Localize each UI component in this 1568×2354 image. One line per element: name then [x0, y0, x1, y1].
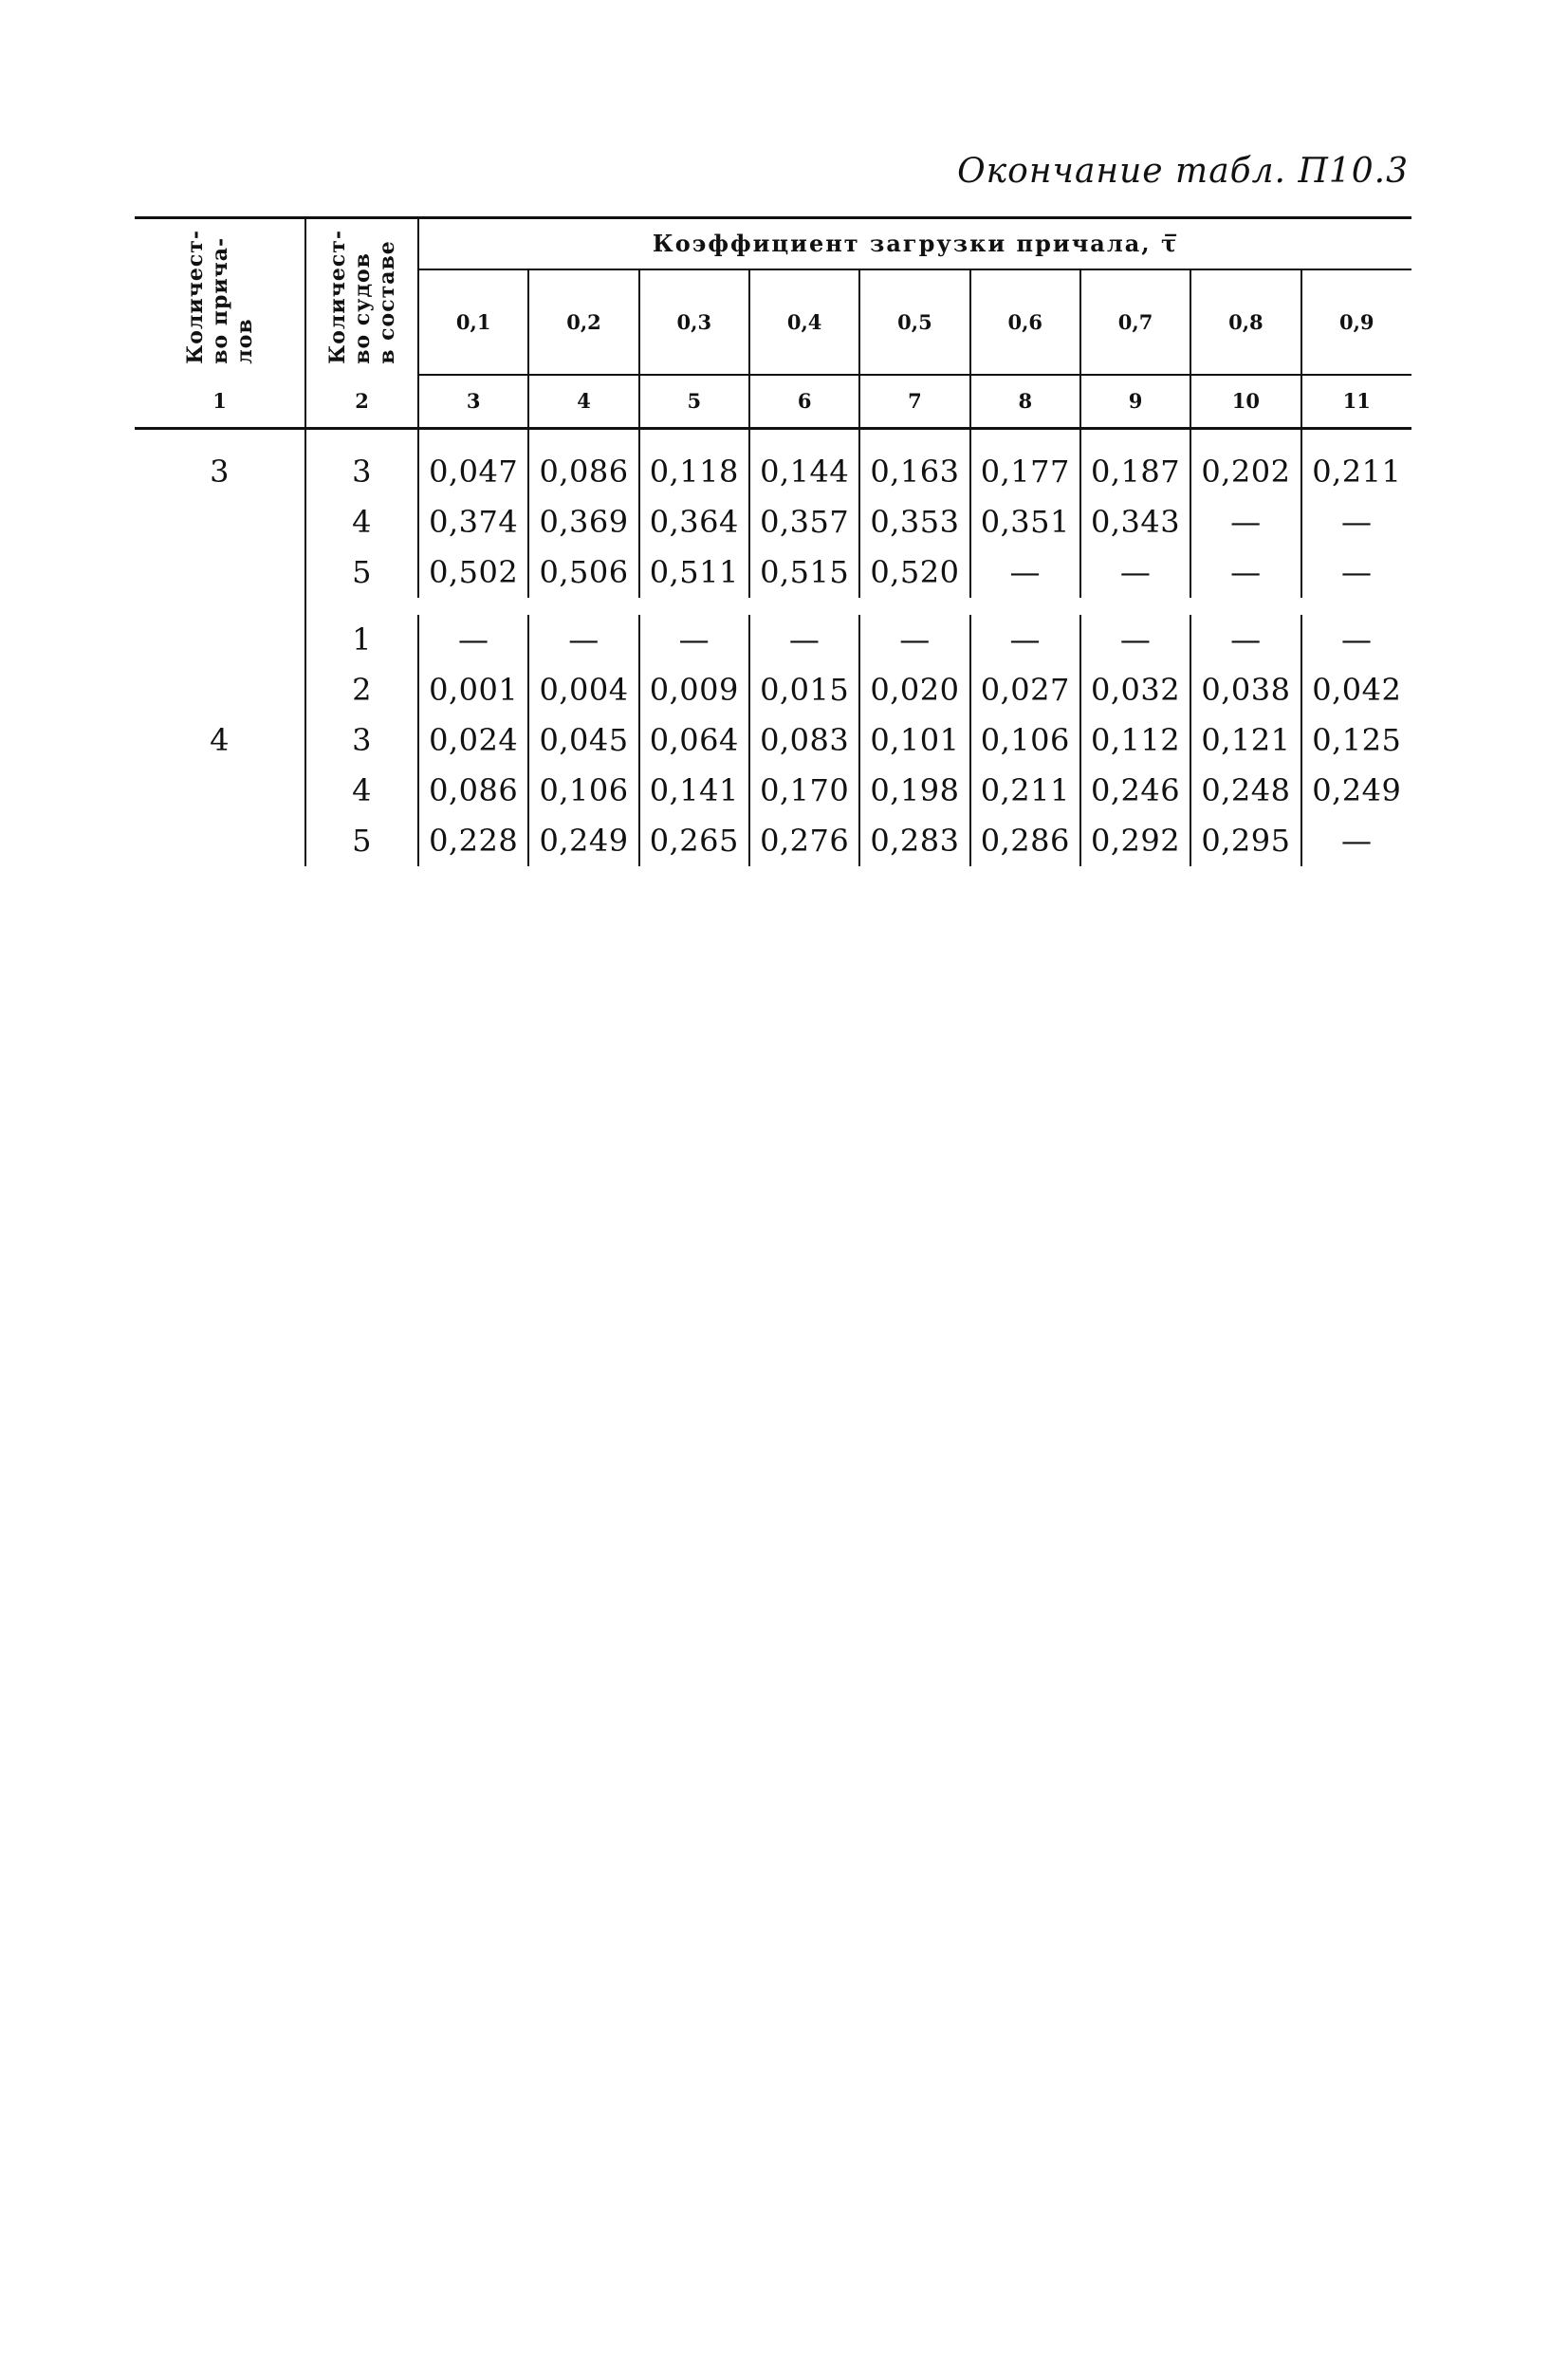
spacer-cell	[639, 598, 749, 615]
column-number: 6	[749, 375, 859, 428]
column-number: 9	[1080, 375, 1190, 428]
table-row	[135, 428, 1411, 497]
value-cell: 0,121	[1190, 715, 1301, 766]
value-cell: —	[1301, 816, 1411, 866]
value-cell: 0,042	[1301, 665, 1411, 715]
value-cell: 0,163	[859, 428, 969, 497]
berth-count-cell	[135, 665, 305, 715]
column-number: 2	[305, 375, 418, 428]
header-load-value: 0,7	[1080, 269, 1190, 375]
header-load-value: 0,1	[418, 269, 528, 375]
table-row	[135, 615, 1411, 665]
value-cell: 0,038	[1190, 665, 1301, 715]
value-cell: —	[639, 615, 749, 665]
value-cell: 0,015	[749, 665, 859, 715]
header-load-value: 0,2	[528, 269, 638, 375]
value-cell: —	[859, 615, 969, 665]
value-cell: —	[418, 615, 528, 665]
value-cell: 0,141	[639, 766, 749, 816]
ship-count-cell: 3	[305, 715, 418, 766]
value-cell: 0,064	[639, 715, 749, 766]
ship-count-cell: 2	[305, 665, 418, 715]
spacer-cell	[970, 598, 1080, 615]
header-load-value: 0,4	[749, 269, 859, 375]
header-berth-count-label: Количест- во прича- лов	[182, 230, 257, 364]
berth-count-cell: 4	[210, 722, 230, 758]
value-cell: —	[1190, 547, 1301, 598]
value-cell: 0,249	[1301, 766, 1411, 816]
column-number: 7	[859, 375, 969, 428]
value-cell: —	[528, 615, 638, 665]
column-number: 5	[639, 375, 749, 428]
ship-count-cell: 4	[305, 497, 418, 547]
value-cell: 0,292	[1080, 816, 1190, 866]
value-cell: —	[1080, 615, 1190, 665]
value-cell: 0,265	[639, 816, 749, 866]
column-number: 3	[418, 375, 528, 428]
page-title: Окончание табл. П10.3	[957, 152, 1409, 191]
value-cell: 0,083	[749, 715, 859, 766]
value-cell: —	[1080, 547, 1190, 598]
value-cell: —	[970, 615, 1080, 665]
table-row	[135, 816, 1411, 866]
value-cell: 0,211	[970, 766, 1080, 816]
value-cell: 0,170	[749, 766, 859, 816]
value-cell: 0,506	[528, 547, 638, 598]
header-load-value: 0,8	[1190, 269, 1301, 375]
table-row	[135, 497, 1411, 547]
header-ship-count-label: Количест- во судов в составе	[324, 230, 399, 364]
value-cell: 0,112	[1080, 715, 1190, 766]
value-cell: 0,276	[749, 816, 859, 866]
value-cell: 0,520	[859, 547, 969, 598]
header-load-factor: Коэффициент загрузки причала, τ̅	[418, 218, 1411, 269]
value-cell: 0,283	[859, 816, 969, 866]
header-load-value: 0,6	[970, 269, 1080, 375]
spacer-cell	[749, 598, 859, 615]
spacer-cell	[305, 598, 418, 615]
value-cell: 0,357	[749, 497, 859, 547]
berth-load-table	[135, 216, 1411, 866]
ship-count-cell: 5	[305, 547, 418, 598]
spacer-cell	[859, 598, 969, 615]
header-berth-count	[135, 218, 305, 376]
column-number: 10	[1190, 375, 1301, 428]
berth-count-cell	[135, 766, 305, 816]
value-cell: —	[1190, 615, 1301, 665]
value-cell: 0,369	[528, 497, 638, 547]
column-number: 4	[528, 375, 638, 428]
table-row	[135, 766, 1411, 816]
value-cell: 0,249	[528, 816, 638, 866]
value-cell: —	[1190, 497, 1301, 547]
spacer-cell	[418, 598, 528, 615]
spacer-cell	[1190, 598, 1301, 615]
value-cell: 0,353	[859, 497, 969, 547]
data-table	[135, 216, 1411, 866]
value-cell: 0,515	[749, 547, 859, 598]
spacer-cell	[528, 598, 638, 615]
value-cell: —	[1301, 497, 1411, 547]
value-cell: 0,502	[418, 547, 528, 598]
table-row	[135, 665, 1411, 715]
header-load-value: 0,5	[859, 269, 969, 375]
value-cell: —	[970, 547, 1080, 598]
value-cell: 0,511	[639, 547, 749, 598]
value-cell: 0,032	[1080, 665, 1190, 715]
ship-count-cell: 1	[305, 615, 418, 665]
value-cell: —	[1301, 615, 1411, 665]
value-cell: 0,086	[418, 766, 528, 816]
value-cell: 0,351	[970, 497, 1080, 547]
berth-count-cell	[135, 497, 305, 547]
value-cell: 0,004	[528, 665, 638, 715]
value-cell: 0,248	[1190, 766, 1301, 816]
value-cell: 0,106	[528, 766, 638, 816]
value-cell: 0,211	[1301, 428, 1411, 497]
value-cell: 0,045	[528, 715, 638, 766]
header-load-value: 0,3	[639, 269, 749, 375]
table-row	[135, 715, 1411, 766]
value-cell: 0,228	[418, 816, 528, 866]
spacer-cell	[1080, 598, 1190, 615]
berth-count-cell	[135, 547, 305, 598]
value-cell: 0,024	[418, 715, 528, 766]
value-cell: —	[749, 615, 859, 665]
value-cell: 0,118	[639, 428, 749, 497]
value-cell: 0,009	[639, 665, 749, 715]
value-cell: 0,198	[859, 766, 969, 816]
value-cell: 0,020	[859, 665, 969, 715]
value-cell: 0,125	[1301, 715, 1411, 766]
value-cell: 0,202	[1190, 428, 1301, 497]
spacer-cell	[1301, 598, 1411, 615]
ship-count-cell: 4	[305, 766, 418, 816]
value-cell: 0,286	[970, 816, 1080, 866]
column-number: 11	[1301, 375, 1411, 428]
value-cell: 0,144	[749, 428, 859, 497]
ship-count-cell: 3	[305, 428, 418, 497]
value-cell: 0,027	[970, 665, 1080, 715]
column-number: 8	[970, 375, 1080, 428]
column-number: 1	[135, 375, 305, 428]
value-cell: 0,101	[859, 715, 969, 766]
header-load-value: 0,9	[1301, 269, 1411, 375]
value-cell: 0,364	[639, 497, 749, 547]
value-cell: 0,295	[1190, 816, 1301, 866]
value-cell: 0,187	[1080, 428, 1190, 497]
value-cell: 0,086	[528, 428, 638, 497]
value-cell: 0,001	[418, 665, 528, 715]
berth-count-cell	[135, 816, 305, 866]
header-ship-count	[305, 218, 418, 376]
value-cell: 0,177	[970, 428, 1080, 497]
value-cell: 0,047	[418, 428, 528, 497]
value-cell: 0,246	[1080, 766, 1190, 816]
value-cell: 0,374	[418, 497, 528, 547]
berth-count-cell	[135, 615, 305, 665]
value-cell: 0,106	[970, 715, 1080, 766]
berth-count-cell: 3	[210, 454, 230, 490]
spacer-cell	[135, 598, 305, 615]
value-cell: 0,343	[1080, 497, 1190, 547]
table-row	[135, 547, 1411, 598]
ship-count-cell: 5	[305, 816, 418, 866]
value-cell: —	[1301, 547, 1411, 598]
